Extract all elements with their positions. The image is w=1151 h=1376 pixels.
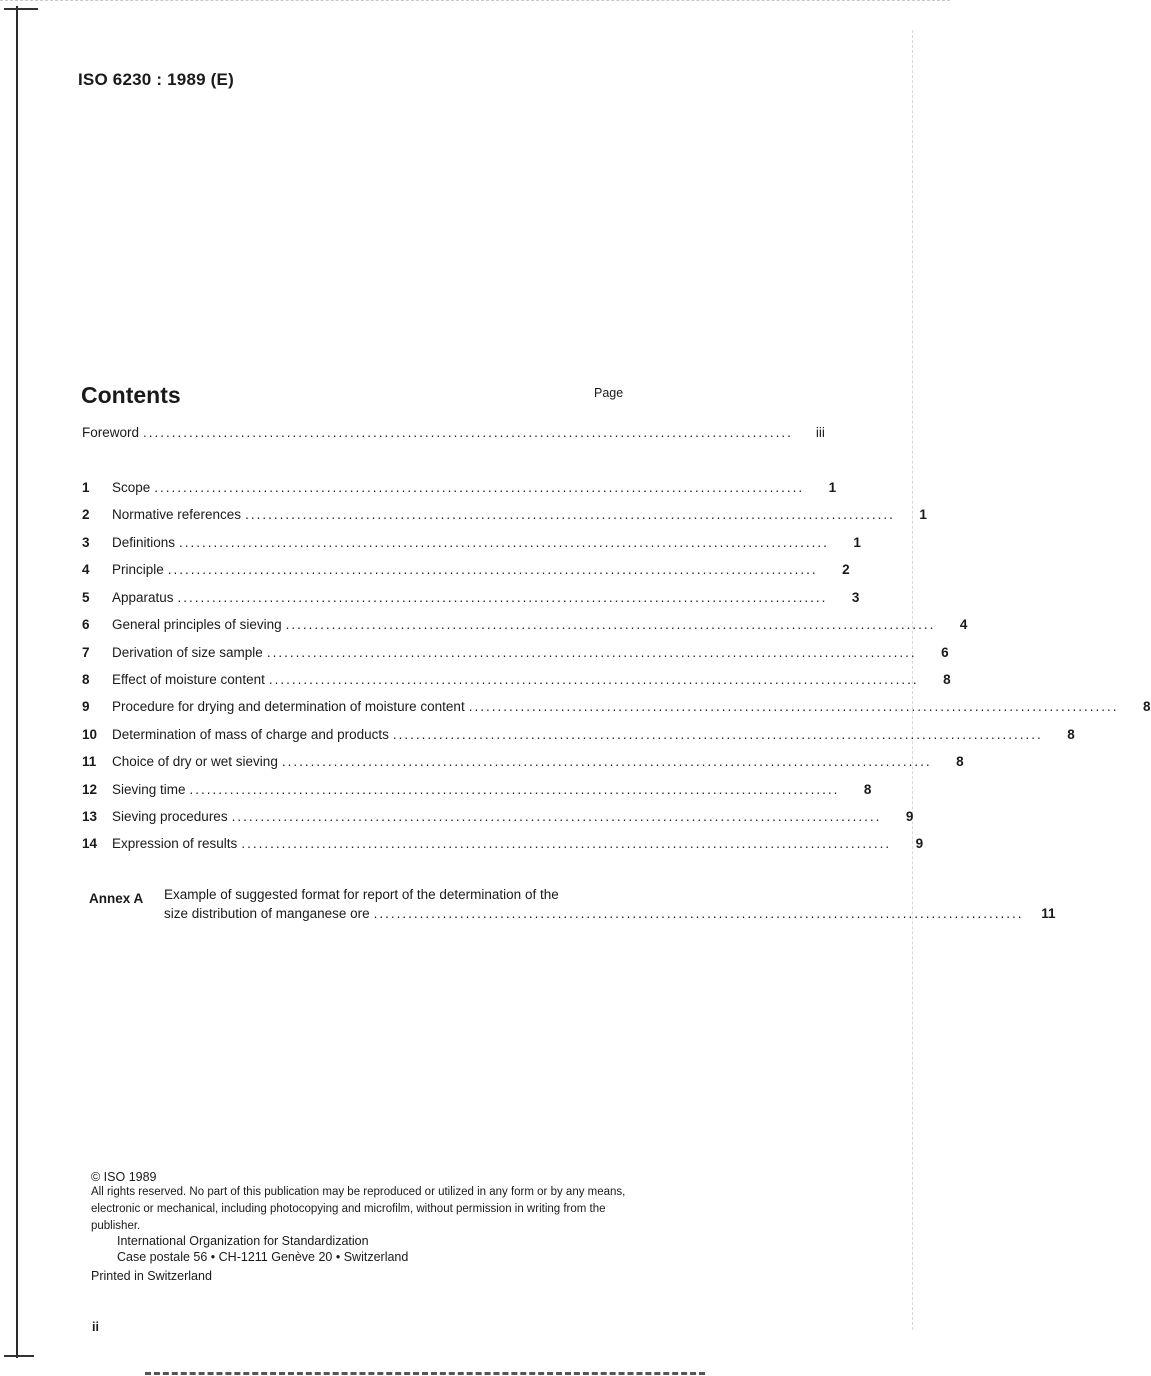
toc-entry[interactable] <box>82 480 837 500</box>
scan-edge-bottom <box>145 1372 705 1375</box>
annex-page: 11 <box>1041 906 1056 921</box>
toc-entry-page: 3 <box>851 590 860 605</box>
toc-entry-number: 4 <box>82 562 90 577</box>
toc-entry-page: 8 <box>956 754 964 769</box>
dot-leader: ................................................................................................................. <box>285 617 936 632</box>
toc-entry-number: 2 <box>82 507 90 522</box>
toc-entry-number: 9 <box>82 699 90 714</box>
toc-entry-title: Choice of dry or wet sieving <box>112 754 278 769</box>
toc-entry-title: Derivation of size sample <box>112 645 263 660</box>
annex-label: Annex A <box>89 891 144 906</box>
copyright-notice: © ISO 1989 <box>91 1170 157 1184</box>
toc-entry[interactable] <box>82 535 861 555</box>
toc-entry-title: Apparatus <box>112 590 174 605</box>
toc-entry-title: Sieving procedures <box>112 809 228 824</box>
page-number: ii <box>92 1320 99 1334</box>
toc-entry-number: 1 <box>82 480 90 495</box>
toc-entry-title: Determination of mass of charge and products <box>112 727 389 742</box>
dot-leader: ................................................................................................................. <box>154 480 805 495</box>
page-column-label: Page <box>594 386 624 400</box>
toc-entry-number: 10 <box>82 727 98 742</box>
toc-entry-page: 1 <box>853 535 861 550</box>
toc-entry-number: 5 <box>82 590 90 605</box>
toc-entry-number: 14 <box>82 836 98 851</box>
toc-entry-title: Effect of moisture content <box>112 672 265 687</box>
toc-entry-title: General principles of sieving <box>112 617 282 632</box>
dot-leader: ................................................................................................................. <box>266 645 917 660</box>
toc-entry-title: Principle <box>112 562 164 577</box>
toc-entry[interactable] <box>82 507 927 527</box>
toc-entry[interactable] <box>82 754 964 774</box>
toc-entry-page: 1 <box>828 480 837 495</box>
toc-entry[interactable] <box>82 782 872 802</box>
dot-leader: ................................................................................................................. <box>392 727 1043 742</box>
toc-entry-page: 8 <box>943 672 951 687</box>
toc-entry[interactable] <box>82 836 924 856</box>
annex-entry[interactable] <box>164 906 1056 926</box>
publisher-address: Case postale 56 • CH-1211 Genève 20 • Switzerland <box>117 1250 409 1264</box>
dot-leader: ................................................................................................................. <box>241 836 892 851</box>
publisher-block <box>117 1233 408 1265</box>
toc-entry-number: 12 <box>82 782 98 797</box>
dot-leader: ................................................................................................................. <box>143 425 793 440</box>
toc-entry-page: 4 <box>959 617 968 632</box>
publisher-name: International Organization for Standardization <box>117 1234 369 1248</box>
scan-edge-left-bottom <box>4 1355 34 1357</box>
dot-leader: ................................................................................................................. <box>189 782 840 797</box>
toc-entry-number: 7 <box>82 645 90 660</box>
toc-entry-page: 1 <box>919 507 927 522</box>
toc-entry-foreword[interactable] <box>82 425 825 445</box>
dot-leader: ................................................................................................................. <box>268 672 919 687</box>
dot-leader: ................................................................................................................. <box>177 590 828 605</box>
annex-title-line1[interactable]: Example of suggested format for report of the determination of the <box>164 887 559 902</box>
toc-entry-title: Procedure for drying and determination of moisture content <box>112 699 465 714</box>
dot-leader: ................................................................................................................. <box>245 507 895 522</box>
toc-entry-number: 6 <box>82 617 90 632</box>
document-header: ISO 6230 : 1989 (E) <box>78 70 234 89</box>
toc-entry[interactable] <box>82 562 850 582</box>
scan-edge-left-top <box>4 8 38 10</box>
toc-entry[interactable] <box>82 617 968 637</box>
scan-edge-top <box>0 0 950 1</box>
toc-entry-number: 8 <box>82 672 90 687</box>
toc-entry-number: 3 <box>82 535 90 550</box>
dot-leader: ................................................................................................................. <box>179 535 829 550</box>
toc-entry-page: 6 <box>941 645 949 660</box>
toc-entry-page: iii <box>815 425 825 440</box>
toc-entry[interactable] <box>82 727 1075 747</box>
toc-entry-page: 2 <box>842 562 850 577</box>
toc-entry[interactable] <box>82 809 914 829</box>
scan-edge-left <box>16 6 18 1358</box>
toc-entry-page: 9 <box>915 836 924 851</box>
toc-entry[interactable] <box>82 590 860 610</box>
toc-entry-title: Foreword <box>82 425 140 440</box>
toc-entry-title: Scope <box>112 480 151 495</box>
annex-title-line2: size distribution of manganese ore <box>164 906 370 921</box>
toc-entry-page: 8 <box>1143 699 1151 714</box>
contents-title: Contents <box>81 382 181 408</box>
toc-entry-title: Sieving time <box>112 782 186 797</box>
rights-statement: All rights reserved. No part of this publication may be reproduced or utilized in any form or by any means, electronic or mechanical, including photocopying and microfilm, without permission in writing from the publisher. <box>91 1186 626 1232</box>
printed-in: Printed in Switzerland <box>91 1269 212 1283</box>
toc-entry-title: Normative references <box>112 507 242 522</box>
dot-leader: ................................................................................................................. <box>281 754 932 769</box>
toc-entry[interactable] <box>82 672 951 692</box>
dot-leader: ................................................................................................................. <box>373 906 1024 921</box>
dot-leader: ................................................................................................................. <box>468 699 1119 714</box>
dot-leader: ................................................................................................................. <box>167 562 818 577</box>
toc-entry-title: Definitions <box>112 535 176 550</box>
toc-entry-page: 8 <box>863 782 872 797</box>
dot-leader: ................................................................................................................. <box>231 809 882 824</box>
toc-entry[interactable] <box>82 645 949 665</box>
toc-entry-page: 9 <box>905 809 914 824</box>
toc-entry-number: 11 <box>82 754 97 769</box>
toc-entry-page: 8 <box>1067 727 1075 742</box>
toc-entry-title: Expression of results <box>112 836 238 851</box>
toc-entry[interactable] <box>82 699 1151 719</box>
toc-entry-number: 13 <box>82 809 98 824</box>
